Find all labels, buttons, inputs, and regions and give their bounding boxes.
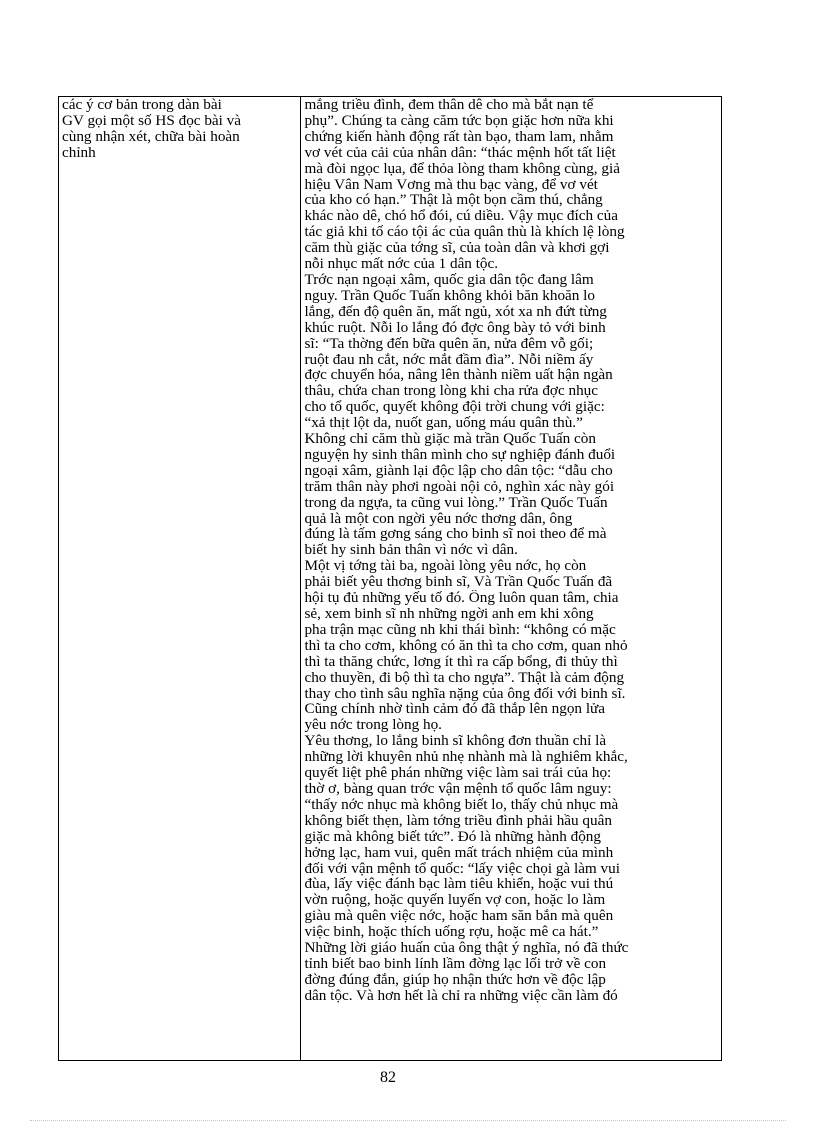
text-line: mắng triều đình, đem thân dê cho mà bắt nạn tể bbox=[304, 97, 594, 113]
text-line: phải biết yêu thơng binh sĩ, Và Trần Quốc Tuấn đã bbox=[304, 574, 613, 591]
content-cell bbox=[301, 97, 722, 1061]
text-line: ngoại xâm, giành lại độc lập cho dân tộc: “dẫu cho bbox=[304, 462, 613, 479]
text-line: những lời khuyên nhủ nhẹ nhành mà là nghiêm khắc, bbox=[304, 749, 628, 766]
text-line: thì ta thăng chức, lơng ít thì ra cấp bổng, đi thủy thì bbox=[304, 653, 618, 670]
text-line: cho thuyền, đi bộ thì ta cho ngựa”. Thật là cảm động bbox=[304, 669, 625, 686]
text-line: phụ”. Chúng ta càng căm tức bọn giặc hơn nữa khi bbox=[304, 112, 614, 129]
text-line: Một vị tớng tài ba, ngoài lòng yêu nớc, họ còn bbox=[304, 558, 587, 575]
text-line: giặc mà không biết tức”. Đó là những hành động bbox=[304, 828, 601, 845]
text-line: của kho có hạn.” Thật là một bọn cầm thú, chẳng bbox=[304, 192, 603, 209]
text-line: “xả thịt lột da, nuốt gan, uống máu quân thù.” bbox=[304, 415, 583, 432]
text-line: Những lời giáo huấn của ông thật ý nghĩa, nó đã thức bbox=[304, 940, 629, 956]
text-line: khác nào dê, chó hổ đói, cú diều. Vậy mục đích của bbox=[304, 208, 618, 225]
text-line: GV gọi một số HS đọc bài và bbox=[62, 112, 242, 129]
text-line: đờng đúng đắn, giúp họ nhận thức hơn về độc lập bbox=[304, 971, 606, 988]
text-line: yêu nớc trong lòng họ. bbox=[304, 717, 442, 734]
text-line: “thấy nớc nhục mà không biết lo, thấy chủ nhục mà bbox=[304, 796, 619, 813]
text-line: thay cho tình sâu nghĩa nặng của ông đối với binh sĩ. bbox=[304, 685, 626, 702]
text-line: Trớc nạn ngoại xâm, quốc gia dân tộc đang lâm bbox=[304, 271, 594, 288]
text-line: thâu, chứa chan trong lòng khi cha rửa đợc nhục bbox=[304, 383, 599, 400]
activity-text bbox=[62, 97, 297, 161]
text-line: cùng nhận xét, chữa bài hoàn bbox=[62, 128, 240, 145]
text-line: sẻ, xem binh sĩ nh những ngời anh em khi xông bbox=[304, 606, 594, 622]
text-line: lắng, đến độ quên ăn, mất ngủ, xót xa nh đứt từng bbox=[304, 303, 607, 320]
text-line: các ý cơ bản trong dàn bài bbox=[62, 97, 222, 113]
text-line: giàu mà quên việc nớc, hoặc ham săn bắn mà quên bbox=[304, 908, 614, 925]
table-row bbox=[59, 97, 722, 1061]
text-line: vơ vét của cải của nhân dân: “thác mệnh hốt tất liệt bbox=[304, 144, 616, 161]
activity-cell bbox=[59, 97, 301, 1061]
text-line: Không chỉ căm thù giặc mà trần Quốc Tuấn còn bbox=[304, 431, 596, 447]
text-line: hởng lạc, ham vui, quên mất trách nhiệm của mình bbox=[304, 844, 614, 861]
text-line: cho tổ quốc, quyết không đội trời chung với giặc: bbox=[304, 399, 605, 416]
footer-divider bbox=[30, 1120, 786, 1121]
text-line: tỉnh biết bao binh lính lầm đờng lạc lối trở về con bbox=[304, 955, 607, 972]
text-line: Cũng chính nhờ tình cảm đó đã thắp lên ngọn lửa bbox=[304, 701, 606, 718]
text-line: hiệu Vân Nam Vơng mà thu bạc vàng, để vơ vét bbox=[304, 176, 598, 193]
text-line: quả là một con ngời yêu nớc thơng dân, ông bbox=[304, 510, 573, 527]
text-line: trong da ngựa, ta cũng vui lòng.” Trần Quốc Tuấn bbox=[304, 494, 608, 511]
text-line: sĩ: “Ta thờng đến bữa quên ăn, nửa đêm vỗ gối; bbox=[304, 335, 594, 352]
text-line: đúng là tấm gơng sáng cho binh sĩ noi theo để mà bbox=[304, 526, 607, 543]
text-line: ruột đau nh cắt, nớc mắt đầm đìa”. Nỗi niềm ấy bbox=[304, 351, 594, 368]
text-line: chỉnh bbox=[62, 144, 96, 161]
text-line: đùa, lấy việc đánh bạc làm tiêu khiển, hoặc vui thú bbox=[304, 876, 614, 893]
text-line: nguyện hy sinh thân mình cho sự nghiệp đánh đuổi bbox=[304, 446, 616, 463]
text-line: biết hy sinh bản thân vì nớc vì dân. bbox=[304, 542, 518, 559]
text-line: dân tộc. Và hơn hết là chỉ ra những việc cần làm đó bbox=[304, 987, 618, 1004]
text-line: đối với vận mệnh tổ quốc: “lấy việc chọi gà làm vui bbox=[304, 860, 620, 877]
text-line: khúc ruột. Nỗi lo lắng đó đợc ông bày tỏ với binh bbox=[304, 319, 606, 336]
text-line: không biết thẹn, làm tớng triều đình phải hầu quân bbox=[304, 812, 612, 829]
text-line: thờ ơ, bàng quan trớc vận mệnh tổ quốc lâm nguy: bbox=[304, 780, 612, 797]
text-line: pha trận mạc cũng nh khi thái bình: “không có mặc bbox=[304, 621, 616, 638]
lesson-table bbox=[58, 96, 722, 1061]
text-line: trăm thân này phơi ngoài nội cỏ, nghìn xác này gói bbox=[304, 478, 615, 495]
text-line: thì ta cho cơm, không có ăn thì ta cho cơm, quan nhỏ bbox=[304, 637, 628, 654]
text-line: mà đòi ngọc lụa, để thỏa lòng tham không cùng, giả bbox=[304, 160, 620, 177]
text-line: nguy. Trần Quốc Tuấn không khỏi băn khoăn lo bbox=[304, 287, 595, 304]
text-line: quyết liệt phê phán những việc làm sai trái của họ: bbox=[304, 765, 612, 781]
page-number: 82 bbox=[380, 1069, 396, 1086]
text-line: vờn ruộng, hoặc quyến luyến vợ con, hoặc lo làm bbox=[304, 892, 606, 909]
text-line: đợc chuyển hóa, nâng lên thành niềm uất hận ngàn bbox=[304, 367, 613, 384]
content-text bbox=[304, 97, 718, 1060]
text-line: tác giả khi tố cáo tội ác của quân thù là khích lệ lòng bbox=[304, 224, 625, 241]
text-line: việc binh, hoặc thích uống rợu, hoặc mê ca hát.” bbox=[304, 924, 599, 941]
text-line: Yêu thơng, lo lắng binh sĩ không đơn thuần chỉ là bbox=[304, 733, 607, 750]
text-line: hội tụ đủ những yếu tố đó. Ông luôn quan tâm, chia bbox=[304, 590, 619, 606]
text-line: căm thù giặc của tớng sĩ, của toàn dân và khơi gợi bbox=[304, 240, 610, 257]
text-line: nỗi nhục mất nớc của 1 dân tộc. bbox=[304, 256, 499, 272]
text-line: chứng kiến hành động rất tàn bạo, tham lam, nhằm bbox=[304, 128, 614, 145]
